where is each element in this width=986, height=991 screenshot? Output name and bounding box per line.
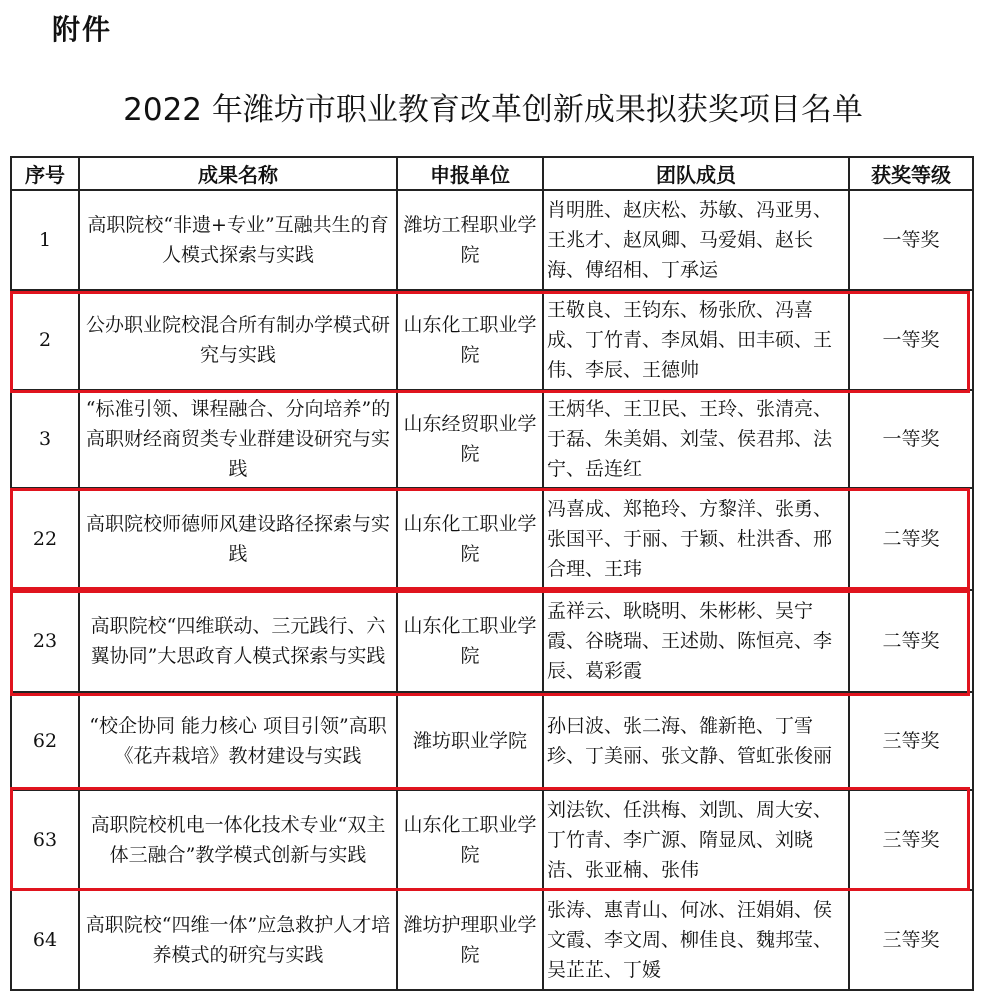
achievement-name: 高职院校“四维一体”应急救护人才培养模式的研究与实践 [79,890,397,990]
attachment-label: 附件 [52,13,113,46]
award-level: 一等奖 [849,190,973,290]
team-members: 冯喜成、郑艳玲、方黎洋、张勇、张国平、于丽、于颖、杜洪香、邢合理、王玮 [543,488,849,590]
team-members: 张涛、惠青山、何冰、汪娟娟、侯文霞、李文周、柳佳良、魏邦莹、吴芷芷、丁媛 [543,890,849,990]
column-header-number: 序号 [11,157,79,190]
team-members: 孙曰波、张二海、雒新艳、丁雪珍、丁美丽、张文静、管虹张俊丽 [543,692,849,790]
award-level: 三等奖 [849,890,973,990]
applying-unit: 山东经贸职业学院 [397,390,543,488]
team-members: 王敬良、王钧东、杨张欣、冯喜成、丁竹青、李凤娟、田丰硕、王伟、李辰、王德帅 [543,290,849,390]
achievement-name: “校企协同 能力核心 项目引领”高职《花卉栽培》教材建设与实践 [79,692,397,790]
row-number: 1 [11,190,79,290]
applying-unit: 山东化工职业学院 [397,790,543,890]
column-header-level: 获奖等级 [849,157,973,190]
achievement-name: 高职院校师德师风建设路径探索与实践 [79,488,397,590]
team-members: 肖明胜、赵庆松、苏敏、冯亚男、王兆才、赵凤卿、马爱娟、赵长海、傅绍相、丁承运 [543,190,849,290]
award-level: 一等奖 [849,390,973,488]
column-header-name: 成果名称 [79,157,397,190]
row-number: 62 [11,692,79,790]
award-level: 二等奖 [849,488,973,590]
table-row [11,790,973,890]
award-level: 三等奖 [849,692,973,790]
applying-unit: 潍坊护理职业学院 [397,890,543,990]
table-row [11,692,973,790]
award-level: 三等奖 [849,790,973,890]
team-members: 王炳华、王卫民、王玲、张清亮、于磊、朱美娟、刘莹、侯君邦、法宁、岳连红 [543,390,849,488]
awards-table [10,156,974,991]
applying-unit: 山东化工职业学院 [397,590,543,692]
award-level: 一等奖 [849,290,973,390]
achievement-name: 公办职业院校混合所有制办学模式研究与实践 [79,290,397,390]
row-number: 23 [11,590,79,692]
achievement-name: “标准引领、课程融合、分向培养”的高职财经商贸类专业群建设研究与实践 [79,390,397,488]
row-number: 63 [11,790,79,890]
row-number: 2 [11,290,79,390]
table-row [11,890,973,990]
table-header-row [11,157,973,190]
column-header-unit: 申报单位 [397,157,543,190]
table-row [11,190,973,290]
applying-unit: 潍坊职业学院 [397,692,543,790]
achievement-name: 高职院校机电一体化技术专业“双主体三融合”教学模式创新与实践 [79,790,397,890]
table-row [11,390,973,488]
achievement-name: 高职院校“非遗+专业”互融共生的育人模式探索与实践 [79,190,397,290]
applying-unit: 潍坊工程职业学院 [397,190,543,290]
award-level: 二等奖 [849,590,973,692]
table-row [11,488,973,590]
applying-unit: 山东化工职业学院 [397,488,543,590]
applying-unit: 山东化工职业学院 [397,290,543,390]
table-row [11,590,973,692]
team-members: 孟祥云、耿晓明、朱彬彬、吴宁霞、谷晓瑞、王述勋、陈恒亮、李辰、葛彩霞 [543,590,849,692]
table-row [11,290,973,390]
document-title: 2022 年潍坊市职业教育改革创新成果拟获奖项目名单 [123,92,863,128]
column-header-team: 团队成员 [543,157,849,190]
team-members: 刘法钦、任洪梅、刘凯、周大安、丁竹青、李广源、隋显凤、刘晓洁、张亚楠、张伟 [543,790,849,890]
achievement-name: 高职院校“四维联动、三元践行、六翼协同”大思政育人模式探索与实践 [79,590,397,692]
row-number: 64 [11,890,79,990]
row-number: 22 [11,488,79,590]
row-number: 3 [11,390,79,488]
